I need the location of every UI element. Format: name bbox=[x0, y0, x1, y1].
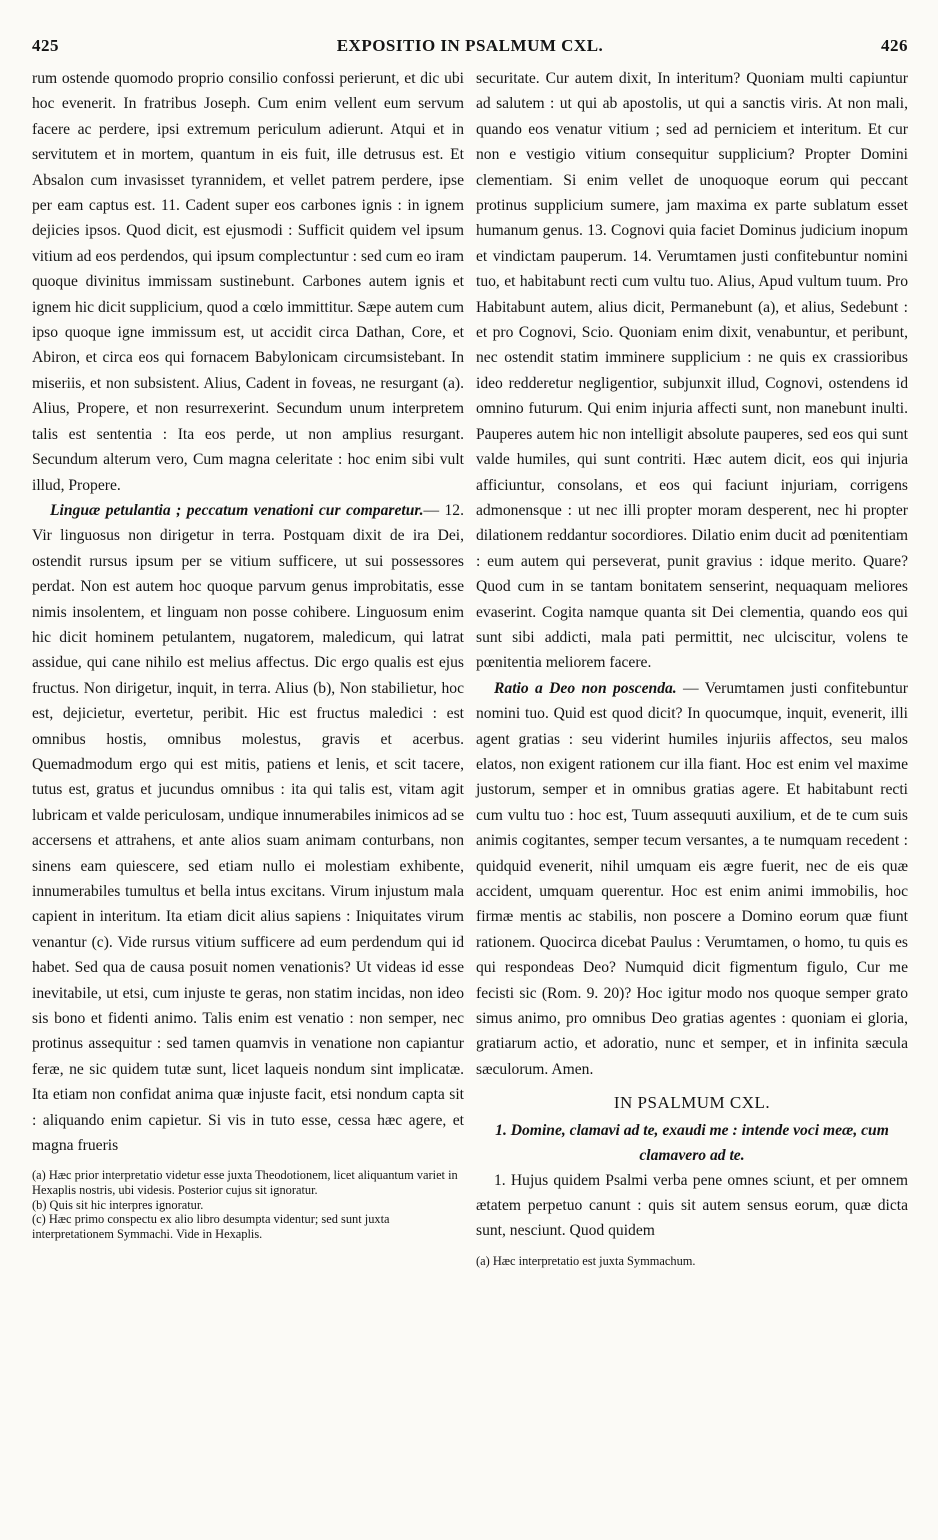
right-rubric: Ratio a Deo non poscenda. bbox=[494, 679, 677, 697]
left-paragraph-2 bbox=[32, 498, 464, 1159]
right-paragraph-1: securitate. Cur autem dixit, In interitum? Quoniam multi capiuntur ad salutem : ut qui ab apostolis, ut qui a sanctis viris. At non mali, quando eos venatur vitium ; sed ad perniciem et interitum. Et cur non e vestigio vitium consequitur supplicium? Propter Domini clementiam. Si enim vellet de unoquoque eorum qui peccant protinus supplicium sumere, jam maxima ex parte sublatum esset humanum genus. 13. Cognovi quia faciet Dominus judicium inopum et vindictam pauperum. 14. Verumtamen justi confitebuntur nomini tuo, et habitabunt recti cum vultu tuo. Alius, Apud vultum tuum. Pro Habitabunt autem, alius dicit, Permanebunt (a), et alius, Sedebunt : et pro Cognovi, Scio. Quoniam enim dixit, venabuntur, et peribunt, nec ostendit statim imminere supplicium : ne quis ex crassioribus ideo redderetur negligentior, subjunxit illud, Cognovi, ostendens id omnino futurum. Qui enim injuria affecti sunt, non manebunt inulti. Pauperes autem hic non intelligit absolute pauperes, sed eos qui sunt valde humiles, qui sunt contriti. Hæc autem dicit, eos qui injuria afficiuntur, consolans, et eos qui faciunt injuriam, corrigens admonensque : ut nec illi propter moram desperent, nec hi propter dilationem reddantur socordiores. Dilatio enim ducit ad pœnitentiam : eum autem qui perseverat, punit gravius : idque merito. Quare? Quod cum in se tantam bonitatem senserint, nequaquam meliores evaserint. Cogita namque quanta sit Dei clementia, quando eos qui sunt sibi addicti, mala pati permittit, nec ulciscitur, volens te pœnitentia meliorem facere. bbox=[476, 70, 908, 672]
page-number-left: 425 bbox=[32, 36, 59, 55]
right-paragraph-2-text: — Verumtamen justi confitebuntur nomini tuo. Quid est quod dicit? In quocumque, inquit, evenerit, illi agent gratias : seu viderint humiles injuriis affectos, seu malos elatos, non exigent rationem cur illa fiant. Hoc est enim vel maxime justorum, semper et in omnibus gratias agere. Et habitabunt recti cum vultu tuo : hoc est, Tuum assequuti auxilium, et de te cum suis animis cogitantes, semper tecum versantes, a te numquam recedent : quidquid evenerit, nihil umquam eis ægre fuerit, nec de eis quæ accident, umquam querentur. Hoc est enim animi immobilis, hoc firmæ mentis ac stabilis, non poscere a Domino eorum quæ fiunt rationem. Quocirca dicebat Paulus : Verumtamen, o homo, tu quis es qui respondeas Deo? Numquid dicit figmentum figulo, Cur me fecisti sic (Rom. 9. 20)? Hoc igitur modo nos quoque semper grato simus animo, pro omnibus Deo gratias agentes : quoniam ei gloria, gratiarum actio, et adoratio, nunc et semper, et in infinita sæcula sæculorum. Amen. bbox=[476, 679, 908, 1078]
right-column bbox=[476, 66, 908, 1268]
running-header bbox=[32, 36, 908, 62]
footnote-c: (c) Hæc primo conspectu ex alio libro desumpta videntur; sed sunt juxta interpretationem Symmachi. Vide in Hexaplis. bbox=[32, 1212, 390, 1241]
running-title: EXPOSITIO IN PSALMUM CXL. bbox=[336, 36, 604, 55]
page-number-right: 426 bbox=[881, 36, 908, 55]
footnote-b: (b) Quis sit hic interpres ignoratur. bbox=[32, 1197, 204, 1212]
left-footnotes bbox=[32, 1168, 464, 1241]
right-footnote: (a) Hæc interpretatio est juxta Symmachum. bbox=[476, 1253, 696, 1268]
psalm-verse: 1. Domine, clamavi ad te, exaudi me : intende voci meæ, cum clamavero ad te. bbox=[495, 1121, 889, 1164]
right-paragraph-2 bbox=[476, 676, 908, 1083]
right-paragraph-3: 1. Hujus quidem Psalmi verba pene omnes sciunt, et per omnem ætatem perpetuo canunt : quis sit autem sensus eorum, quæ dicta sunt, nesciunt. Quod quidem bbox=[476, 1171, 908, 1240]
footnote-a: (a) Hæc prior interpretatio videtur esse juxta Theodotionem, licet aliquantum variet in Hexaplis nostris, ubi videsis. Posterior cujus sit ignoratur. bbox=[32, 1168, 458, 1198]
left-paragraph-1: rum ostende quomodo proprio consilio confossi perierunt, et dic ubi hoc evenerit. In fratribus Joseph. Cum enim vellent eum servum facere ac perdere, ipsi extremum periculum adierunt. Atqui et in servitutem et in mortem, quantum in eis fuit, ille detrusus est. Et Absalon cum invasisset tyrannidem, et vellet patrem perdere, ipse per eam captus est. 11. Cadent super eos carbones ignis : in ignem dejicies ipsos. Quod dicit, est ejusmodi : Sufficit quidem vel ipsum vitium ad eos perdendos, qui ipsum complectuntur : sed cum eo iram quoque divinitus immissam sustinebunt. Carbones autem ignis et ignem hic dicit supplicium, quod a cœlo immittitur. Sæpe autem cum ipso quoque igne immissum est, ut accidit circa Dathan, Core, et Abiron, et circa eos qui fornacem Babylonicam circumsistebant. In miseriis, et non subsistent. Alius, Cadent in foveas, ne resurgant (a). Alius, Propere, et non resurrexerint. Secundum unum interpretem talis est sententia : Ita eos perde, ut non amplius resurgant. Secundum alterum vero, Cum magna celeritate : hoc enim sibi vult illud, Propere. bbox=[32, 70, 464, 494]
left-column bbox=[32, 66, 464, 1268]
two-column-body bbox=[32, 66, 908, 1268]
section-title: IN PSALMUM CXL. bbox=[613, 1093, 771, 1113]
left-paragraph-2-text: — 12. Vir linguosus non dirigetur in terra. Postquam dixit de ira Dei, ostendit rursus ipsum per se vitium sufficere, ut sui possessores perdat. Non est autem hoc quoque parvum genus improbitatis, esse nimis insolentem, et linguam non posse cohibere. Linguosum enim hic dicit hominem petulantem, nugatorem, maledicum, qui latrat assidue, qui cane nihilo est melius affectus. Dic ergo qualis est ejus fructus. Non dirigetur, inquit, in terra. Alius (b), Non stabilietur, hoc est, dejicietur, evertetur, peribit. Hic est fructus maledici : est omnibus hostis, omnibus molestus, gravis et acerbus. Quemadmodum ergo qui est mitis, patiens et lenis, et scit tacere, tutus est, gratus et jucundus omnibus : ita qui talis est, vitam agit lubricam et valde periculosam, undique innumerabiles inimicos ad se accersens et attrahens, et ante alios suam animam conturbans, non sinens eam quiescere, sed etiam nullo ei molestiam exhibente, innumerabiles tumultus et bella intus excitans. Virum injustum mala capient in interitum. Ita etiam dicit alius sapiens : Iniquitates virum venantur (c). Vide rursus vitium sufficere ad eum perdendum qui id habet. Sed qua de causa posuit nomen venationis? Ut videas id esse inevitabile, ut etsi, cum injuste te geras, non statim incidas, non ideo sis bono et fidenti animo. Talis enim est venatio : non semper, nec protinus assequitur : sed tamen quamvis in venatione non capiantur feræ, ne sic quidem tutæ sunt, licet laqueis nondum sint implicatæ. Ita etiam non confidat anima quæ injuste facit, etsi nondum capta sit : aliquando enim capietur. Si vis in tuto esse, cessa hæc agere, et magna frueris bbox=[32, 501, 464, 1155]
left-rubric: Linguæ petulantia ; peccatum venationi cur comparetur. bbox=[50, 501, 424, 519]
